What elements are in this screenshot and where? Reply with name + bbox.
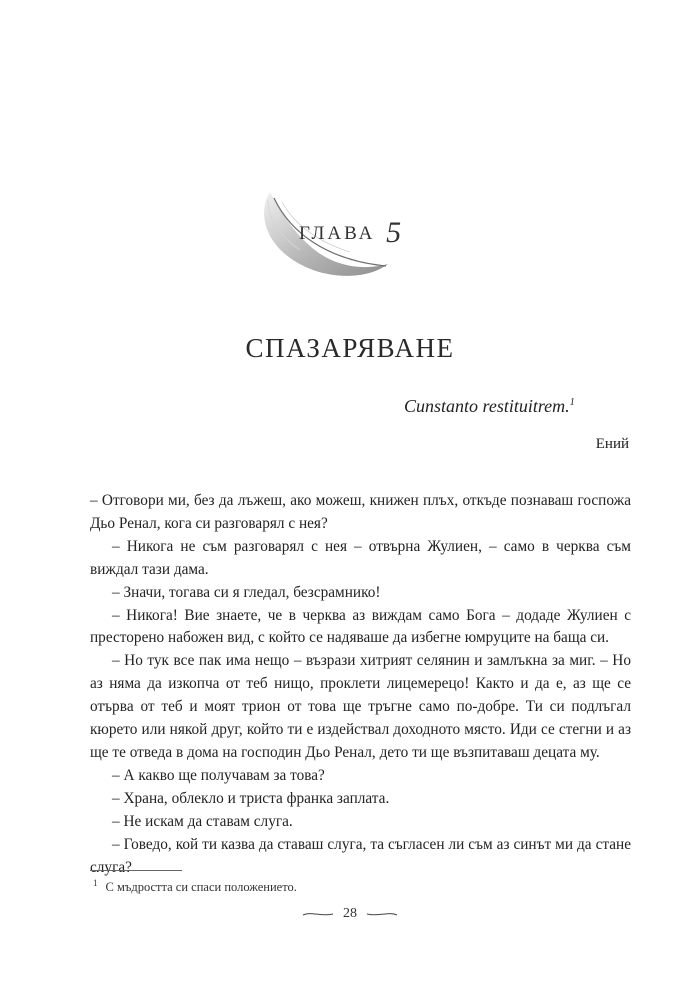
footnote — [90, 878, 590, 895]
page-number-text: 28 — [343, 906, 357, 921]
paragraph: – Но тук все пак има нещо – възрази хитрият селянин и замлъкна за миг. – Но аз няма да изкопча от теб нищо, проклети лицемерецо! Както и да е, аз ще се отървa от теб и моят трион от това ще тръгне само по-добре. Ти си подлъгал кюрето или някой друг, който ти е издействал доходното място. Иди се стегни и аз ще те отведа в дома на господин Дьо Ренал, дето ти ще възпитаваш децата му. — [90, 652, 631, 761]
footnote-ref: 1 — [569, 397, 575, 408]
page-number — [0, 906, 700, 922]
paragraph: – Храна, облекло и триста франка заплата. — [112, 789, 390, 807]
chapter-title: СПАЗАРЯВАНЕ — [245, 333, 455, 363]
chapter-number: 5 — [386, 216, 402, 249]
paragraph: – А какво ще получавам за това? — [112, 766, 325, 784]
footnote-text: С мъдростта си спаси положението. — [105, 880, 297, 895]
paragraph: – Никога! Вие знаете, че в черква аз виждам само Бога – додаде Жулиен с престорено набожен вид, с който се надяваше да избегне юмруците на баща си. — [90, 606, 631, 647]
paragraph: – Значи, тогава си я гледал, безсрамнико! — [112, 583, 381, 601]
paragraph: – Не искам да ставам слуга. — [112, 812, 293, 830]
swash-left-icon — [301, 909, 335, 919]
chapter-heading — [0, 216, 700, 250]
paragraph: – Говедо, кой ти казва да ставаш слуга, та съгласен ли съм аз синът ми да стане слуга? — [90, 835, 631, 876]
epigraph-quote — [404, 396, 604, 417]
paragraph: – Отговори ми, без да лъжеш, ако можеш, книжен плъх, откъде познаваш госпожа Дьо Ренал, кога си разговарял с нея? — [90, 492, 631, 532]
chapter-label: ГЛАВА — [298, 223, 376, 244]
epigraph-author: Ений — [595, 436, 629, 452]
footnote-divider — [90, 870, 182, 871]
footnote-marker: 1 — [93, 878, 98, 888]
paragraph: – Никога не съм разговарял с нея – отвърна Жулиен, – само в черква съм виждал тази дама. — [90, 537, 631, 578]
epigraph-text: Cunstanto restituitrem. — [404, 396, 570, 416]
chapter-body — [90, 490, 631, 879]
swash-right-icon — [365, 909, 399, 919]
